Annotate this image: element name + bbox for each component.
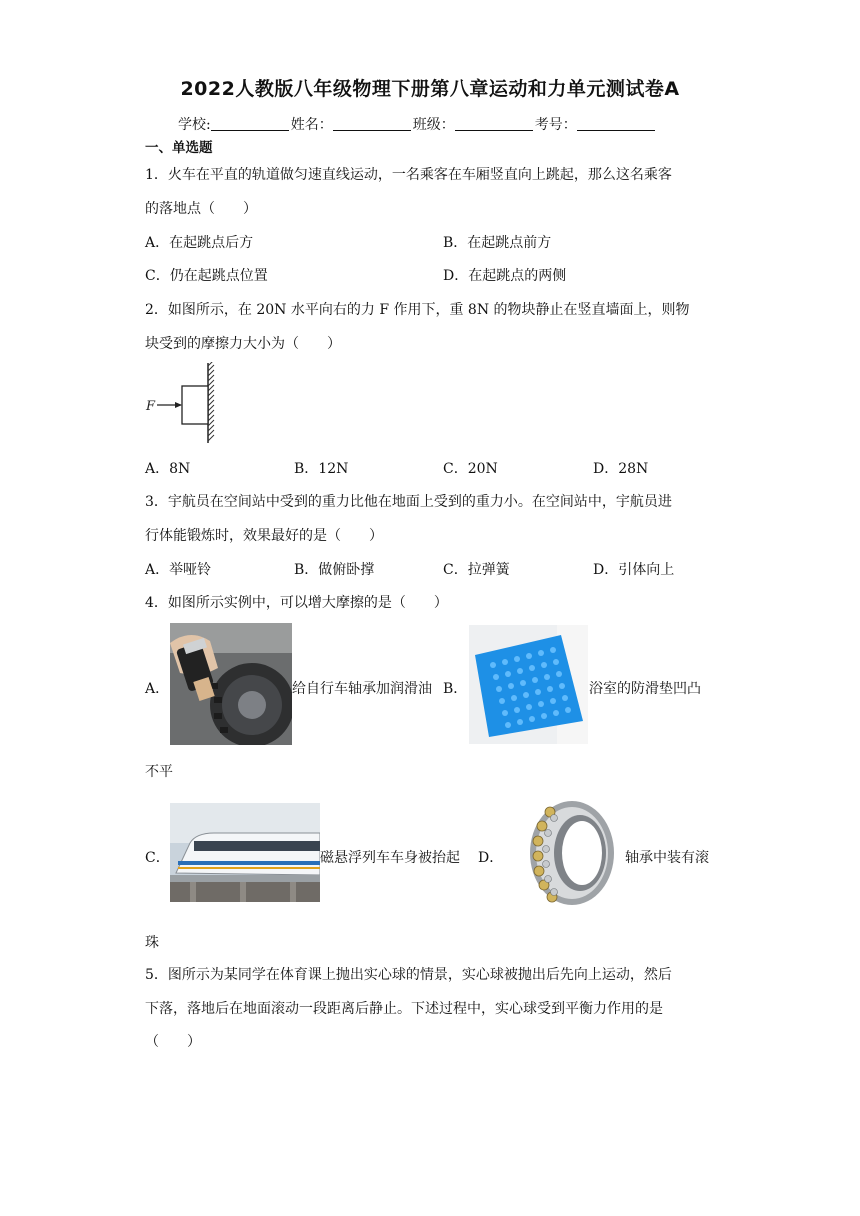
q3-stem-line1: 3．宇航员在空间站中受到的重力比他在地面上受到的重力小。在空间站中，宇航员进 xyxy=(145,494,672,510)
q4-option-d-letter[interactable]: D． xyxy=(478,850,504,866)
page-title: 2022人教版八年级物理下册第八章运动和力单元测试卷A xyxy=(180,78,680,100)
section-heading: 一、单选题 xyxy=(145,140,213,156)
student-info-line xyxy=(178,114,657,134)
q3-option-c[interactable]: C．拉弹簧 xyxy=(443,562,510,578)
ball-bearing-photo xyxy=(520,796,620,911)
q3-option-d[interactable]: D．引体向上 xyxy=(593,562,675,578)
bath-mat-photo xyxy=(469,625,588,744)
force-wall-diagram xyxy=(144,362,220,446)
q3-option-a[interactable]: A．举哑铃 xyxy=(145,562,212,578)
id-label: 考号： xyxy=(534,117,577,133)
q2-stem-line2: 块受到的摩擦力大小为（ ） xyxy=(145,336,341,352)
q3-option-b[interactable]: B．做俯卧撑 xyxy=(294,562,375,578)
q4-option-a-letter[interactable]: A． xyxy=(145,681,170,697)
q3-stem-line2: 行体能锻炼时，效果最好的是（ ） xyxy=(145,528,383,544)
bicycle-oiling-photo xyxy=(170,623,292,745)
class-blank[interactable] xyxy=(455,116,533,131)
maglev-train-photo xyxy=(170,803,320,902)
q4-option-c-text[interactable]: 磁悬浮列车车身被抬起 xyxy=(320,850,460,866)
q1-stem-line1: 1．火车在平直的轨道做匀速直线运动，一名乘客在车厢竖直向上跳起，那么这名乘客 xyxy=(145,167,672,183)
id-blank[interactable] xyxy=(577,116,655,131)
q1-option-c[interactable]: C．仍在起跳点位置 xyxy=(145,268,268,284)
q4-option-b-continuation: 不平 xyxy=(145,764,173,780)
q5-stem-line1: 5．图所示为某同学在体育课上抛出实心球的情景，实心球被抛出后先向上运动，然后 xyxy=(145,967,672,983)
q4-stem: 4．如图所示实例中，可以增大摩擦的是（ ） xyxy=(145,595,448,611)
q4-option-d-continuation: 珠 xyxy=(145,935,159,951)
q4-option-a-text[interactable]: 给自行车轴承加润滑油 xyxy=(292,681,432,697)
name-blank[interactable] xyxy=(333,116,411,131)
q4-option-d-text[interactable]: 轴承中装有滚 xyxy=(625,850,709,866)
q4-option-b-text[interactable]: 浴室的防滑垫凹凸 xyxy=(589,681,701,697)
q5-stem-line2: 下落，落地后在地面滚动一段距离后静止。下述过程中，实心球受到平衡力作用的是 xyxy=(145,1001,663,1017)
school-label: 学校: xyxy=(178,117,211,133)
name-label: 姓名： xyxy=(290,117,333,133)
q1-stem-line2: 的落地点（ ） xyxy=(145,201,257,217)
q1-option-b[interactable]: B．在起跳点前方 xyxy=(443,235,552,251)
school-blank[interactable] xyxy=(211,116,289,131)
q1-option-a[interactable]: A．在起跳点后方 xyxy=(145,235,254,251)
q2-option-c[interactable]: C．20N xyxy=(443,461,498,477)
q2-option-b[interactable]: B．12N xyxy=(294,461,349,477)
q2-stem-line1: 2．如图所示，在 20N 水平向右的力 F 作用下，重 8N 的物块静止在竖直墙面上，则物 xyxy=(145,302,690,318)
q4-option-b-letter[interactable]: B． xyxy=(443,681,468,697)
q1-option-d[interactable]: D．在起跳点的两侧 xyxy=(443,268,567,284)
class-label: 班级： xyxy=(412,117,455,133)
q2-option-d[interactable]: D．28N xyxy=(593,461,649,477)
q5-stem-line3: （ ） xyxy=(145,1034,201,1050)
force-f-label: F xyxy=(146,399,156,414)
q2-option-a[interactable]: A．8N xyxy=(145,461,191,477)
q4-option-c-letter[interactable]: C． xyxy=(145,850,170,866)
